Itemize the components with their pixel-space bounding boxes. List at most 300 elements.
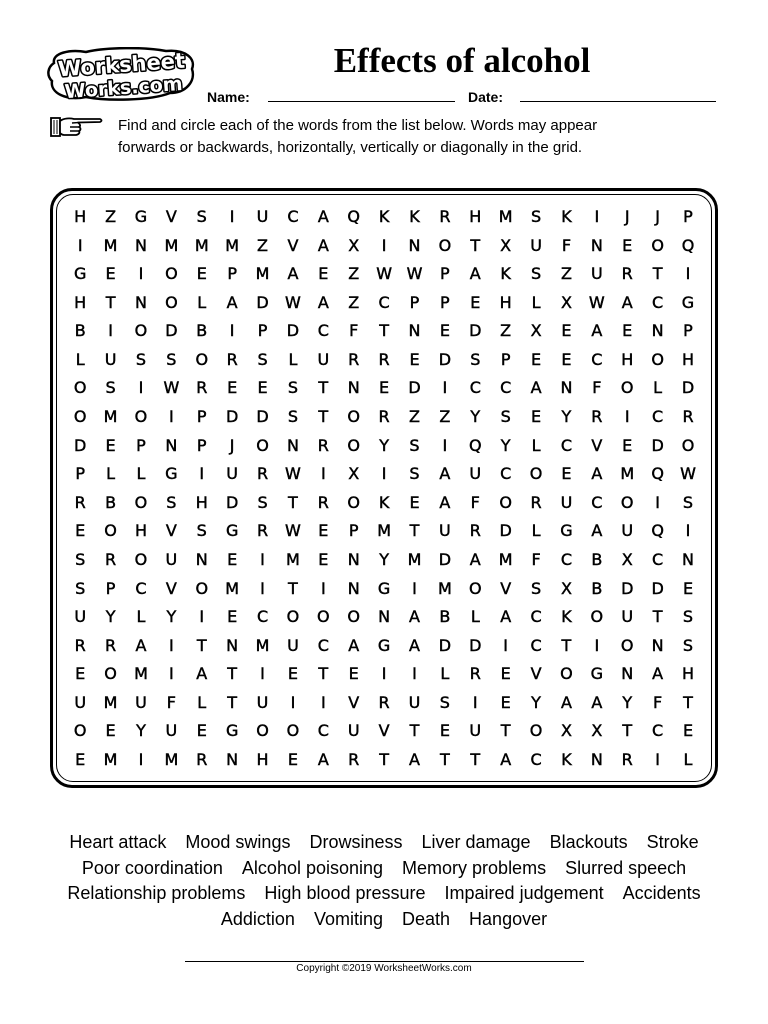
grid-row — [65, 346, 705, 375]
grid-letter: E — [75, 521, 86, 541]
grid-letter: I — [594, 207, 600, 226]
grid-letter: Z — [348, 292, 360, 312]
grid-letter: U — [347, 721, 360, 741]
grid-row — [65, 717, 705, 746]
grid-letter: I — [169, 407, 174, 427]
grid-letter: C — [317, 321, 329, 341]
grid-letter: P — [75, 464, 86, 484]
grid-letter: O — [195, 349, 209, 369]
grid-letter: M — [437, 578, 452, 598]
grid-letter: O — [529, 464, 543, 484]
grid-letter: V — [378, 721, 390, 741]
grid-letter: M — [103, 235, 118, 255]
grid-letter: N — [347, 378, 360, 398]
grid-letter: N — [134, 292, 147, 312]
word-list-item: Death — [402, 908, 451, 929]
grid-letter: O — [165, 292, 178, 312]
grid-letter: A — [287, 264, 299, 284]
grid-letter: B — [591, 549, 603, 569]
grid-letter: F — [531, 549, 541, 569]
grid-letter: C — [500, 464, 512, 484]
grid-letter: E — [287, 749, 298, 769]
grid-letter: G — [377, 635, 391, 655]
grid-row — [65, 660, 705, 689]
grid-letter: E — [287, 664, 298, 684]
grid-letter: M — [164, 749, 179, 769]
grid-letter: I — [260, 664, 265, 684]
grid-letter: I — [320, 578, 326, 598]
grid-letter: S — [530, 264, 542, 284]
grid-letter: Q — [681, 235, 695, 255]
grid-letter: C — [378, 292, 390, 312]
grid-letter: E — [622, 235, 633, 255]
date-label: Date: — [468, 89, 504, 105]
grid-letter: D — [225, 492, 239, 512]
grid-letter: N — [347, 578, 360, 598]
grid-letter: I — [320, 692, 326, 712]
grid-letter: W — [285, 521, 301, 541]
grid-letter: B — [105, 492, 117, 512]
instructions-line: Find and circle each of the words from the list below. Words may appear — [118, 117, 598, 134]
grid-letter: W — [285, 292, 301, 312]
grid-letter: A — [500, 749, 512, 769]
grid-letter: A — [135, 635, 147, 655]
grid-letter: E — [622, 435, 633, 455]
grid-letter: X — [348, 464, 360, 484]
grid-letter: T — [105, 292, 116, 312]
grid-letter: F — [166, 692, 176, 712]
grid-letter: U — [408, 692, 421, 712]
grid-letter: I — [260, 549, 265, 569]
grid-letter: R — [317, 435, 329, 455]
name-label: Name: — [207, 89, 250, 105]
word-list-item: Alcohol poisoning — [241, 857, 384, 878]
grid-letter: O — [256, 721, 269, 741]
grid-letter: S — [196, 521, 207, 541]
grid-letter: R — [378, 407, 390, 427]
grid-letter: U — [317, 349, 330, 369]
grid-letter: S — [500, 407, 511, 427]
instructions-line: forwards or backwards, horizontally, vertically or diagonally in the grid. — [118, 139, 583, 156]
grid-letter: E — [105, 264, 116, 284]
grid-letter: R — [226, 349, 238, 369]
grid-letter: O — [347, 435, 360, 455]
grid-letter: Q — [651, 521, 664, 541]
grid-letter: G — [225, 721, 239, 741]
grid-letter: K — [409, 207, 420, 226]
grid-letter: P — [440, 264, 450, 284]
word-list-line — [0, 856, 768, 882]
grid-letter: F — [470, 492, 480, 512]
date-blank-line — [520, 101, 716, 102]
grid-letter: O — [499, 492, 512, 512]
grid-letter: B — [591, 578, 603, 598]
grid-letter: R — [439, 207, 451, 226]
grid-letter: D — [165, 321, 178, 341]
grid-letter: T — [318, 378, 329, 398]
grid-letter: R — [317, 492, 329, 512]
grid-letter: P — [348, 521, 359, 541]
grid-letter: E — [409, 349, 420, 369]
grid-letter: M — [286, 549, 300, 569]
grid-letter: I — [412, 578, 417, 598]
grid-letter: T — [652, 607, 663, 627]
grid-letter: R — [469, 521, 481, 541]
grid-letter: H — [74, 292, 87, 312]
grid-letter: L — [653, 378, 663, 398]
grid-letter: F — [653, 692, 663, 712]
grid-letter: B — [439, 607, 451, 627]
grid-letter: A — [409, 749, 420, 769]
worksheet-title: Effects of alcohol — [333, 41, 591, 80]
grid-letter: U — [621, 521, 634, 541]
grid-letter: G — [681, 292, 695, 312]
grid-letter: U — [469, 721, 482, 741]
grid-letter: D — [438, 635, 452, 655]
grid-letter: M — [255, 264, 270, 284]
grid-letter: W — [376, 264, 393, 284]
grid-letter: E — [75, 664, 86, 684]
grid-letter: R — [621, 749, 633, 769]
grid-letter: U — [256, 207, 269, 226]
grid-row — [65, 374, 705, 403]
word-list-item: Memory problems — [402, 857, 547, 878]
grid-letter: P — [105, 578, 116, 598]
grid-letter: I — [138, 378, 144, 398]
grid-letter: V — [500, 578, 512, 598]
grid-letter: O — [347, 492, 360, 512]
grid-letter: P — [136, 435, 146, 455]
grid-letter: S — [439, 692, 450, 712]
grid-letter: L — [470, 607, 480, 627]
grid-letter: P — [500, 349, 511, 369]
grid-letter: A — [530, 378, 542, 398]
grid-letter: F — [561, 235, 572, 255]
grid-letter: E — [470, 292, 481, 312]
grid-letter: T — [439, 749, 450, 769]
grid-letter: X — [560, 721, 572, 741]
worksheetworks-logo — [46, 47, 198, 103]
instructions — [118, 115, 597, 159]
grid-letter: E — [622, 321, 633, 341]
grid-letter: W — [588, 292, 605, 312]
grid-row — [65, 489, 705, 518]
grid-letter: R — [469, 664, 481, 684]
grid-letter: O — [73, 378, 87, 398]
grid-letter: E — [682, 721, 694, 741]
word-list-item: Poor coordination — [81, 857, 223, 878]
grid-letter: R — [105, 635, 117, 655]
word-list-item: Heart attack — [69, 832, 167, 852]
grid-letter: K — [561, 749, 572, 769]
grid-letter: I — [108, 321, 113, 341]
word-list-item: Liver damage — [421, 832, 531, 852]
grid-letter: H — [499, 292, 512, 312]
grid-letter: A — [226, 292, 238, 312]
grid-letter: V — [591, 435, 603, 455]
grid-letter: D — [681, 378, 695, 398]
grid-letter: E — [196, 264, 207, 284]
word-list-item: Stroke — [646, 832, 699, 852]
grid-letter: D — [499, 521, 512, 541]
grid-letter: I — [412, 664, 417, 684]
grid-letter: R — [530, 492, 542, 512]
grid-letter: T — [500, 721, 511, 741]
grid-letter: I — [655, 492, 660, 512]
grid-letter: E — [531, 407, 542, 427]
grid-letter: P — [440, 292, 450, 312]
grid-letter: T — [227, 664, 238, 684]
grid-letter: N — [134, 235, 147, 255]
grid-letter: M — [103, 749, 118, 769]
grid-letter: U — [226, 464, 238, 484]
grid-letter: B — [74, 321, 86, 341]
grid-letter: T — [227, 692, 238, 712]
word-list-item: Addiction — [220, 908, 295, 929]
grid-letter: N — [226, 749, 239, 769]
grid-letter: Y — [500, 435, 511, 455]
grid-letter: I — [260, 578, 265, 598]
grid-row — [65, 232, 705, 261]
grid-letter: D — [438, 349, 452, 369]
grid-letter: A — [621, 292, 633, 312]
grid-letter: M — [134, 664, 148, 684]
grid-letter: D — [256, 407, 269, 427]
grid-letter: C — [256, 607, 269, 627]
grid-letter: V — [287, 235, 299, 255]
grid-letter: Y — [531, 692, 541, 712]
grid-letter: T — [683, 692, 693, 712]
logo-text-worksheet: Worksheet — [57, 48, 186, 82]
grid-letter: L — [531, 521, 541, 541]
grid-letter: O — [317, 607, 330, 627]
grid-letter: S — [166, 349, 177, 369]
grid-letter: L — [197, 292, 207, 312]
grid-letter: N — [621, 664, 634, 684]
grid-letter: H — [681, 664, 695, 684]
grid-letter: U — [74, 607, 87, 627]
grid-letter: S — [135, 349, 147, 369]
grid-letter: O — [134, 407, 148, 427]
grid-letter: A — [196, 664, 208, 684]
grid-letter: A — [500, 607, 512, 627]
grid-letter: W — [680, 464, 696, 484]
grid-letter: T — [409, 521, 420, 541]
grid-letter: N — [590, 749, 603, 769]
grid-letter: T — [470, 749, 481, 769]
grid-letter: C — [591, 492, 603, 512]
grid-letter: N — [651, 321, 664, 341]
grid-letter: O — [73, 407, 87, 427]
grid-letter: E — [227, 378, 238, 398]
grid-letter: E — [379, 378, 390, 398]
grid-letter: I — [290, 692, 296, 712]
grid-letter: P — [683, 321, 693, 341]
grid-row — [65, 603, 705, 632]
grid-letter: U — [530, 235, 542, 255]
grid-letter: Y — [379, 549, 389, 569]
word-list-item: Relationship problems — [67, 883, 246, 903]
grid-letter: M — [498, 207, 513, 226]
grid-letter: O — [286, 607, 300, 627]
grid-letter: E — [257, 378, 268, 398]
grid-letter: Q — [651, 464, 664, 484]
grid-letter: M — [255, 635, 270, 655]
grid-letter: I — [503, 635, 509, 655]
grid-letter: Y — [105, 607, 116, 627]
grid-letter: U — [165, 549, 178, 569]
grid-letter: U — [256, 692, 269, 712]
grid-letter: U — [135, 692, 147, 712]
grid-letter: I — [199, 464, 205, 484]
grid-letter: Z — [348, 264, 360, 284]
grid-letter: A — [469, 549, 481, 569]
grid-letter: Y — [379, 435, 389, 455]
grid-letter: A — [317, 207, 329, 226]
grid-letter: N — [408, 235, 421, 255]
grid-letter: U — [590, 264, 603, 284]
copyright-text: Copyright ©2019 WorksheetWorks.com — [296, 963, 472, 974]
grid-letter: D — [225, 407, 239, 427]
grid-letter: Z — [439, 407, 451, 427]
grid-letter: S — [105, 378, 116, 398]
grid-letter: K — [378, 492, 390, 512]
grid-letter: E — [500, 692, 511, 712]
grid-letter: Y — [166, 607, 177, 627]
grid-letter: A — [652, 664, 664, 684]
grid-letter: R — [74, 635, 86, 655]
grid-letter: S — [75, 549, 86, 569]
word-list-item: Mood swings — [185, 832, 291, 852]
grid-letter: F — [349, 321, 359, 341]
grid-letter: N — [408, 321, 421, 341]
grid-letter: I — [199, 607, 205, 627]
grid-letter: C — [317, 721, 329, 741]
name-blank-line — [268, 101, 455, 102]
grid-letter: T — [379, 321, 389, 341]
grid-letter: R — [378, 692, 390, 712]
grid-letter: D — [469, 635, 482, 655]
grid-letter: M — [103, 692, 118, 712]
grid-letter: J — [229, 435, 235, 455]
grid-letter: M — [407, 549, 422, 569]
grid-letter: X — [591, 721, 603, 741]
grid-letter: A — [317, 235, 329, 255]
grid-letter: C — [652, 407, 664, 427]
grid-letter: K — [378, 207, 390, 226]
grid-letter: E — [196, 721, 207, 741]
grid-letter: X — [560, 578, 572, 598]
grid-letter: S — [287, 407, 298, 427]
grid-letter: U — [560, 492, 573, 512]
grid-letter: N — [590, 235, 603, 255]
grid-letter: E — [348, 664, 359, 684]
grid-letter: C — [135, 578, 147, 598]
grid-letter: D — [408, 378, 421, 398]
grid-letter: H — [74, 207, 87, 226]
grid-letter: E — [75, 749, 86, 769]
grid-letter: G — [165, 464, 178, 484]
grid-letter: Z — [105, 207, 117, 226]
grid-letter: I — [381, 235, 387, 255]
grid-letter: L — [106, 464, 116, 484]
grid-letter: U — [469, 464, 482, 484]
grid-letter: X — [560, 292, 572, 312]
logo-text-works-com: Works.com — [63, 72, 184, 103]
grid-letter: O — [104, 521, 117, 541]
grid-letter: C — [317, 635, 329, 655]
grid-row — [65, 546, 705, 575]
word-list-item: High blood pressure — [264, 883, 426, 903]
grid-letter: C — [652, 721, 664, 741]
grid-letter: X — [348, 235, 360, 255]
grid-letter: E — [531, 349, 542, 369]
grid-letter: C — [560, 435, 573, 455]
grid-letter: I — [77, 235, 83, 255]
grid-row — [65, 260, 705, 289]
grid-letter: A — [439, 464, 451, 484]
grid-letter: P — [409, 292, 420, 312]
grid-letter: N — [226, 635, 239, 655]
grid-letter: O — [681, 435, 695, 455]
grid-letter: T — [318, 407, 329, 427]
grid-row — [65, 432, 705, 461]
grid-letter: Z — [560, 264, 572, 284]
grid-row — [65, 289, 705, 318]
grid-row — [65, 403, 705, 432]
grid-letter: M — [225, 235, 240, 255]
grid-letter: W — [406, 264, 423, 284]
grid-letter: J — [655, 207, 660, 226]
grid-letter: P — [683, 207, 693, 226]
grid-letter: Y — [622, 692, 633, 712]
grid-letter: S — [166, 492, 177, 512]
grid-letter: N — [378, 607, 391, 627]
grid-letter: L — [440, 664, 450, 684]
grid-row — [65, 460, 705, 489]
grid-letter: T — [196, 635, 207, 655]
grid-letter: E — [318, 264, 329, 284]
grid-letter: I — [624, 407, 630, 427]
grid-letter: K — [561, 207, 572, 226]
grid-letter: W — [163, 378, 180, 398]
grid-letter: P — [196, 435, 207, 455]
pointing-hand-icon — [50, 115, 104, 139]
grid-letter: I — [138, 264, 144, 284]
grid-letter: C — [652, 292, 664, 312]
grid-letter: C — [530, 635, 542, 655]
grid-letter: C — [530, 607, 542, 627]
grid-letter: I — [381, 464, 387, 484]
grid-letter: D — [621, 578, 634, 598]
grid-row — [65, 517, 705, 546]
grid-letter: M — [164, 235, 179, 255]
grid-letter: P — [257, 321, 268, 341]
grid-letter: O — [347, 407, 360, 427]
grid-letter: H — [681, 349, 695, 369]
grid-letter: R — [74, 492, 86, 512]
grid-letter: D — [74, 435, 87, 455]
grid-letter: G — [73, 264, 87, 284]
grid-letter: O — [529, 721, 543, 741]
grid-letter: O — [195, 578, 209, 598]
grid-letter: C — [287, 207, 299, 226]
grid-letter: O — [134, 321, 148, 341]
grid-letter: C — [500, 378, 512, 398]
grid-letter: U — [74, 692, 87, 712]
grid-letter: I — [655, 749, 660, 769]
grid-letter: O — [134, 492, 148, 512]
